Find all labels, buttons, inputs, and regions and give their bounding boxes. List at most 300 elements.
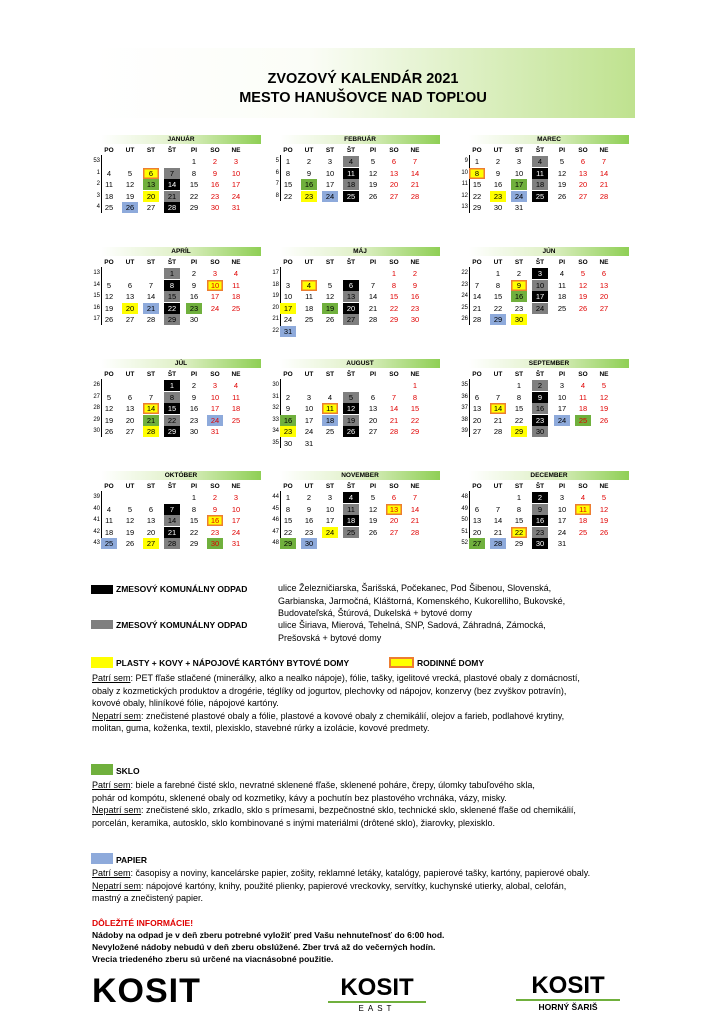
day-cell: 22 (410, 415, 420, 425)
day-cell (596, 314, 612, 325)
weekday-label: PI (190, 483, 198, 490)
info-title: DÔLEŽITÉ INFORMÁCIE! (92, 918, 194, 928)
month-name: AUGUST (280, 359, 440, 368)
week-row (272, 380, 440, 391)
week-number: 1 (96, 169, 100, 176)
day-cell: 10 (514, 168, 524, 178)
day-cell: 19 (125, 527, 135, 537)
day-cell: 25 (575, 415, 591, 426)
day-cell: 5 (370, 157, 376, 166)
day-cell: 29 (189, 539, 199, 548)
week-number: 48 (461, 494, 468, 500)
day-cell: 2 (212, 493, 218, 502)
label-zmesovy-2: ZMESOVÝ KOMUNÁLNY ODPAD (116, 620, 248, 630)
day-cell: 13 (389, 168, 399, 178)
day-cell: 27 (125, 315, 135, 324)
day-cell (101, 156, 117, 167)
day-cell: 31 (557, 539, 567, 548)
weekday-label: PI (558, 259, 566, 266)
day-cell: 1 (164, 380, 180, 391)
day-cell (386, 538, 402, 549)
plasty-description (92, 672, 580, 735)
day-cell: 23 (210, 527, 220, 537)
day-cell: 19 (578, 292, 588, 301)
weekday-label: NE (599, 371, 609, 378)
day-cell: 17 (231, 180, 241, 189)
day-cell: 1 (191, 493, 197, 502)
day-cell: 17 (325, 180, 335, 189)
day-cell: 18 (104, 527, 114, 537)
day-cell: 28 (146, 315, 156, 324)
day-cell: 21 (410, 516, 420, 525)
day-cell: 9 (191, 280, 197, 290)
week-number: 3 (96, 192, 100, 199)
day-cell: 8 (516, 392, 522, 402)
week-number: 48 (272, 540, 279, 546)
day-cell: 5 (559, 157, 565, 166)
kosit-east-logo (322, 975, 432, 1014)
week-row (461, 426, 629, 437)
day-cell: 6 (127, 280, 133, 290)
weekday-label: SO (389, 147, 399, 154)
day-cell: 7 (495, 504, 501, 514)
day-cell: 14 (368, 292, 378, 301)
day-cell: 29 (514, 539, 524, 548)
day-cell (343, 326, 359, 337)
day-cell: 5 (370, 493, 376, 502)
day-cell: 24 (231, 191, 241, 201)
weekday-header (469, 146, 629, 155)
week-number: 38 (461, 416, 468, 423)
week-number: 42 (93, 528, 100, 535)
day-cell: 26 (557, 191, 567, 201)
day-cell: 27 (599, 303, 609, 313)
day-cell: 29 (511, 426, 527, 437)
week-row (93, 303, 261, 314)
week-row (272, 527, 440, 538)
day-cell: 19 (343, 415, 359, 426)
day-cell (280, 268, 296, 279)
day-cell: 10 (304, 404, 314, 413)
day-cell (228, 314, 244, 325)
day-cell: 8 (191, 168, 197, 178)
day-cell: 28 (143, 426, 159, 437)
day-cell: 14 (164, 515, 180, 526)
month-name: MÁJ (280, 247, 440, 256)
week-row (93, 504, 261, 515)
day-cell (228, 426, 244, 437)
week-row (275, 179, 440, 190)
day-cell: 8 (391, 280, 397, 290)
day-cell: 19 (368, 180, 378, 189)
week-row (272, 492, 440, 503)
day-cell: 20 (389, 516, 399, 525)
day-cell: 22 (189, 527, 199, 537)
day-cell: 12 (104, 292, 114, 301)
day-cell: 14 (146, 292, 156, 301)
weekday-label: SO (210, 147, 220, 154)
day-cell: 13 (125, 292, 135, 301)
day-cell: 16 (280, 415, 296, 426)
week-row (461, 291, 629, 302)
day-cell: 4 (532, 156, 548, 167)
day-cell: 22 (164, 303, 180, 314)
day-cell (207, 314, 223, 325)
day-cell: 15 (189, 516, 199, 525)
week-row (461, 380, 629, 391)
weekday-label: ST (514, 483, 524, 490)
day-cell: 9 (532, 392, 548, 403)
day-cell (301, 326, 317, 337)
week-row (272, 280, 440, 291)
day-cell: 24 (207, 415, 223, 426)
day-cell: 2 (212, 157, 218, 166)
day-cell: 3 (559, 493, 565, 502)
day-cell: 26 (122, 202, 138, 213)
day-cell: 8 (495, 280, 501, 290)
day-cell: 24 (557, 527, 567, 537)
weekday-label: PI (369, 483, 377, 490)
day-cell: 7 (391, 392, 397, 402)
info-line: Nevyložené nádoby nebudú v deň zberu obslúžené. Zber trvá až do večerných hodín. (92, 942, 436, 952)
day-cell: 17 (210, 404, 220, 413)
day-cell: 6 (148, 504, 154, 514)
day-cell: 21 (164, 527, 180, 538)
week-row (93, 268, 261, 279)
day-cell: 27 (389, 191, 399, 201)
week-number: 18 (272, 281, 279, 288)
week-row (272, 515, 440, 526)
day-cell: 15 (493, 292, 503, 301)
day-cell: 25 (231, 415, 241, 425)
day-cell: 22 (389, 303, 399, 313)
weekday-label: ŠT (535, 371, 545, 378)
weekday-label: UT (125, 483, 135, 490)
day-cell: 12 (368, 504, 378, 514)
day-cell: 8 (285, 168, 291, 178)
weekday-header (101, 258, 261, 267)
day-cell: 21 (143, 303, 159, 314)
day-cell: 4 (233, 381, 239, 390)
day-cell: 13 (343, 291, 359, 302)
day-cell: 25 (304, 315, 314, 324)
day-cell (386, 326, 402, 337)
weekday-label: SO (210, 259, 220, 266)
day-cell (122, 492, 138, 503)
text-line: porcelán, keramika, autosklo, sklo kombinované s inými materiálmi (drôtené sklo), žiarovky, plexisklo. (92, 817, 495, 828)
day-cell: 31 (304, 438, 314, 448)
day-cell (322, 326, 338, 337)
day-cell (365, 380, 381, 391)
day-cell: 13 (599, 280, 609, 290)
week-number: 34 (272, 428, 279, 434)
week-number: 35 (272, 439, 279, 446)
day-cell: 30 (283, 438, 293, 448)
info-line: Nádoby na odpad je v deň zberu potrebné vyložiť pred Vašu nehnuteľnosť do 6:00 hod. (92, 930, 445, 940)
day-cell: 31 (280, 326, 296, 337)
day-cell: 9 (191, 392, 197, 402)
day-cell: 3 (233, 493, 239, 502)
kosit-east-wordmark: KOSIT (340, 974, 414, 1001)
day-cell: 12 (125, 180, 135, 189)
day-cell: 22 (514, 415, 524, 425)
weekday-label: NE (231, 483, 241, 490)
weekday-label: NE (231, 147, 241, 154)
day-cell (554, 202, 570, 213)
week-row (93, 515, 261, 526)
text-line: : PET fľaše stlačené (minerálky, alko a nealko nápoje), fólie, tašky, igelitové vrecká, plastové obaly z domácností, (130, 673, 580, 683)
day-cell: 8 (412, 392, 418, 402)
week-row (272, 426, 440, 437)
text-line: : biele a farebné čisté sklo, nevratné sklenené fľaše, sklenené poháre, črepy, úlomky tabuľového skla, (130, 780, 535, 790)
week-row (93, 280, 261, 291)
day-cell: 18 (231, 292, 241, 301)
weekday-label: SO (389, 371, 399, 378)
day-cell: 19 (368, 516, 378, 525)
day-cell: 19 (104, 415, 114, 425)
day-cell: 29 (410, 427, 420, 436)
day-cell: 1 (474, 157, 480, 166)
weekday-header (280, 482, 440, 491)
day-cell: 24 (511, 191, 527, 202)
day-cell: 20 (368, 415, 378, 425)
text-line: : časopisy a noviny, kancelárske papier, zošity, reklamné letáky, katalógy, papierové tašky, kartóny, papierové obaly. (130, 868, 591, 878)
day-cell: 2 (191, 269, 197, 278)
street-line: Garbianska, Jarmočná, Kláštorná, Komenského, Kukorelliho, Bukovské, (278, 595, 566, 606)
week-row (461, 515, 629, 526)
week-row (461, 280, 629, 291)
day-cell: 16 (410, 292, 420, 301)
weekday-label: ŠT (535, 483, 545, 490)
day-cell: 1 (164, 268, 180, 279)
day-cell: 27 (472, 427, 482, 436)
day-cell: 16 (511, 291, 527, 302)
weekday-label: PO (104, 483, 114, 490)
day-cell: 7 (148, 280, 154, 290)
day-cell: 5 (327, 280, 333, 290)
day-cell: 9 (306, 504, 312, 514)
weekday-label: ŠT (167, 371, 177, 378)
weekday-label: PO (283, 147, 293, 154)
week-row (461, 527, 629, 538)
day-cell: 22 (493, 303, 503, 313)
week-number: 41 (93, 517, 100, 523)
day-cell: 25 (325, 427, 335, 436)
weekday-label: ŠT (167, 147, 177, 154)
day-cell: 24 (532, 303, 548, 314)
title-banner (91, 48, 635, 118)
week-number: 15 (93, 293, 100, 299)
week-number: 10 (461, 169, 468, 176)
day-cell (386, 380, 402, 391)
day-cell: 16 (532, 515, 548, 526)
day-cell: 25 (343, 191, 359, 202)
day-cell: 5 (601, 381, 607, 390)
day-cell (596, 538, 612, 549)
day-cell: 4 (327, 392, 333, 402)
day-cell: 3 (327, 157, 333, 166)
weekday-label: PI (369, 371, 377, 378)
weekday-label: PO (104, 147, 114, 154)
kosit-east-subtitle: EAST (358, 1004, 396, 1013)
day-cell (143, 492, 159, 503)
text-line: molitan, guma, koženka, textil, plexisklo, stavebné rúrky a izolácie, kovové predmety. (92, 723, 430, 733)
day-cell: 9 (212, 504, 218, 514)
day-cell: 3 (233, 157, 239, 166)
week-row (272, 438, 440, 449)
label-rodinne-domy: RODINNÉ DOMY (417, 658, 485, 668)
week-number: 33 (272, 416, 279, 423)
nepatri-label: Nepatrí sem (92, 805, 142, 815)
sklo-description (92, 779, 576, 829)
day-cell: 18 (578, 516, 588, 525)
day-cell: 10 (231, 504, 241, 514)
day-cell: 20 (472, 415, 482, 425)
day-cell: 11 (532, 168, 548, 179)
day-cell (122, 156, 138, 167)
week-row (461, 191, 629, 202)
day-cell: 2 (306, 157, 312, 166)
day-cell: 12 (104, 404, 114, 413)
day-cell: 25 (104, 203, 114, 212)
day-cell (101, 268, 117, 279)
day-cell (596, 426, 612, 437)
weekday-label: ST (325, 259, 335, 266)
day-cell: 6 (127, 392, 133, 402)
weekday-label: UT (304, 371, 314, 378)
day-cell: 6 (474, 504, 480, 514)
week-number: 40 (93, 505, 100, 512)
day-cell: 3 (285, 280, 291, 290)
day-cell: 15 (164, 403, 180, 414)
day-cell: 8 (164, 392, 180, 403)
day-cell: 2 (532, 380, 548, 391)
street-line: Budovateľská, Štúrová, Dukelská + bytové domy (278, 608, 472, 618)
week-row (272, 415, 440, 426)
day-cell: 6 (343, 280, 359, 291)
day-cell: 20 (143, 191, 159, 202)
day-cell: 17 (280, 303, 296, 314)
day-cell: 9 (532, 504, 548, 515)
week-row (272, 291, 440, 302)
week-row (275, 191, 440, 202)
week-number: 19 (272, 293, 279, 299)
day-cell: 15 (514, 404, 524, 413)
day-cell: 2 (285, 392, 291, 402)
day-cell: 22 (283, 527, 293, 537)
day-cell (365, 538, 381, 549)
weekday-label: PI (190, 147, 198, 154)
week-number: 53 (93, 158, 100, 164)
day-cell: 26 (125, 539, 135, 548)
day-cell: 10 (325, 504, 335, 514)
week-number: 52 (461, 540, 468, 546)
weekday-label: PI (558, 483, 566, 490)
day-cell: 22 (189, 191, 199, 201)
week-row (461, 492, 629, 503)
day-cell: 19 (322, 303, 338, 314)
text-line: pohár od kompótu, sklenené obaly od kozmetiky, kávy a pochutín bez plastového vrchnáka, vázy, misky. (92, 792, 507, 803)
week-number: 24 (461, 293, 468, 299)
weekday-label: SO (210, 483, 220, 490)
day-cell: 28 (599, 191, 609, 201)
week-number: 46 (272, 517, 279, 523)
week-row (93, 156, 261, 167)
day-cell: 23 (410, 303, 420, 313)
day-cell: 4 (301, 280, 317, 291)
label-papier: PAPIER (116, 855, 148, 865)
day-cell: 24 (283, 315, 293, 324)
weekday-label: ŠT (167, 483, 177, 490)
day-cell (490, 492, 506, 503)
weekday-label: NE (410, 259, 420, 266)
day-cell: 5 (601, 493, 607, 502)
day-cell: 8 (469, 168, 485, 179)
day-cell: 14 (164, 179, 180, 190)
street-line: ulice Širiava, Mierová, Tehelná, SNP, Sadová, Záhradná, Zámocká, (278, 620, 546, 630)
day-cell: 2 (516, 269, 522, 278)
week-row (461, 179, 629, 190)
day-cell: 17 (557, 516, 567, 525)
day-cell: 14 (143, 403, 159, 414)
week-number: 17 (272, 270, 279, 276)
week-number: 2 (96, 181, 100, 187)
day-cell: 10 (325, 168, 335, 178)
day-cell: 1 (191, 157, 197, 166)
day-cell: 19 (104, 303, 114, 313)
day-cell: 17 (532, 291, 548, 302)
day-cell (554, 426, 570, 437)
day-cell: 23 (490, 191, 506, 202)
weekday-label: PO (472, 147, 482, 154)
weekday-label: ST (514, 147, 524, 154)
day-cell: 10 (210, 392, 220, 402)
day-cell: 28 (164, 202, 180, 213)
title-line2: MESTO HANUŠOVCE NAD TOPĽOU (239, 90, 487, 106)
week-number: 47 (272, 528, 279, 535)
day-cell: 1 (516, 493, 522, 502)
day-cell (365, 438, 381, 449)
label-zmesovy-1: ZMESOVÝ KOMUNÁLNY ODPAD (116, 584, 248, 594)
day-cell: 3 (212, 269, 218, 278)
day-cell: 1 (412, 381, 418, 390)
weekday-label: PO (283, 259, 293, 266)
day-cell: 7 (412, 157, 418, 166)
weekday-label: SO (578, 483, 588, 490)
week-number: 51 (461, 528, 468, 535)
day-cell: 25 (578, 527, 588, 537)
day-cell: 12 (343, 403, 359, 414)
week-row (93, 392, 261, 403)
day-cell: 14 (599, 168, 609, 178)
swatch-rodinne-domy (389, 657, 414, 668)
week-number: 36 (461, 393, 468, 400)
day-cell (490, 380, 506, 391)
day-cell (122, 380, 138, 391)
day-cell: 21 (472, 303, 482, 313)
day-cell: 21 (389, 415, 399, 425)
day-cell: 31 (514, 203, 524, 212)
day-cell: 24 (322, 527, 338, 538)
day-cell: 19 (557, 180, 567, 189)
day-cell (322, 438, 338, 449)
day-cell: 15 (189, 180, 199, 189)
day-cell: 1 (285, 493, 291, 502)
day-cell: 30 (189, 315, 199, 324)
swatch-sklo (91, 764, 113, 775)
day-cell (532, 202, 548, 213)
day-cell: 24 (304, 427, 314, 436)
